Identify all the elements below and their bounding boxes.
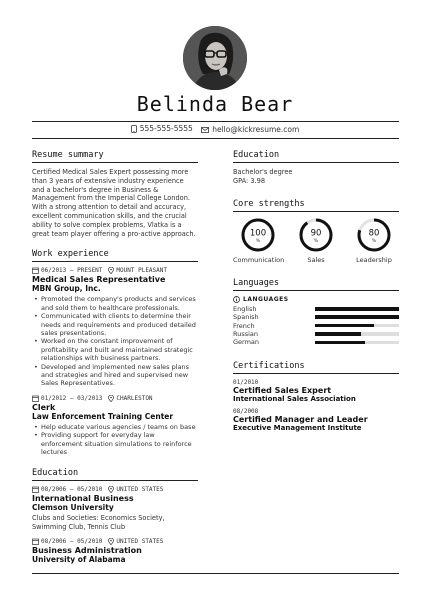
certification-title: Certified Sales Expert (233, 385, 332, 395)
job-company: MBN Group, Inc. (32, 284, 101, 294)
education-dates: 08/2006 – 05/2010 (41, 538, 103, 546)
strength-item (291, 217, 341, 264)
avatar (183, 26, 247, 90)
info-icon (233, 296, 240, 303)
summary-text: Certified Medical Sales Expert possessing more than 3 years of extensive industry experience and a bachelor's degree in Business & Management from the Imperial College London. With a strong attention to detail and accuracy, excellent communication skills, and the crucial ability to solve complex problems, Vlatka is a great team player offering a pro-active approach. (32, 168, 196, 238)
language-bar (315, 332, 399, 336)
strength-value: 90 (310, 228, 322, 239)
job-company: Law Enforcement Training Center (32, 411, 174, 421)
language-name: Spanish (233, 313, 259, 322)
language-bar (315, 315, 399, 319)
education-meta (32, 538, 198, 545)
calendar-icon (32, 538, 39, 545)
job-bullet: • Providing support for everyday law enforcement situation simulations to reinforce lectures (32, 431, 198, 456)
languages-section (233, 278, 399, 347)
summary-section (32, 150, 198, 238)
education-title: Education (32, 468, 198, 481)
language-bar (315, 341, 399, 345)
location-pin-icon (108, 267, 114, 274)
certifications-title: Certifications (233, 361, 399, 374)
language-bar (315, 307, 399, 311)
strength-label: Sales (307, 255, 325, 264)
mail-icon (201, 127, 209, 133)
certification-item (233, 408, 399, 433)
strength-item (349, 217, 399, 264)
language-bar-fill (315, 332, 361, 336)
education-degree: International Business (32, 494, 134, 504)
job-meta (32, 267, 198, 274)
contact-bar (0, 124, 424, 135)
location-pin-icon (108, 486, 114, 493)
certification-item (233, 379, 399, 404)
language-bar (315, 324, 399, 328)
job-meta (32, 395, 198, 402)
job-location: CHARLESTON (116, 394, 153, 402)
certification-date: 08/2008 (233, 408, 259, 416)
job-bullet: • Communicated with clients to determine their needs and requirements and produced detailed sales presentations. (32, 312, 198, 337)
phone-icon (131, 125, 137, 133)
education-desc: Clubs and Societies: Economics Society, Swimming Club, Tennis Club (32, 514, 165, 532)
job-bullet: • Promoted the company's products and services and sold them to healthcare professionals. (32, 295, 198, 312)
strength-gauge (298, 217, 334, 253)
left-column (32, 150, 198, 566)
job-item (32, 267, 198, 387)
job-item (32, 395, 198, 457)
language-row (233, 305, 399, 313)
right-column (233, 150, 399, 433)
language-row (233, 321, 399, 329)
job-dates: 06/2013 – PRESENT (41, 267, 103, 275)
job-title: Medical Sales Representative (32, 275, 166, 285)
education-location: UNITED STATES (116, 538, 164, 546)
summary-title: Resume summary (32, 150, 198, 163)
contact-email (201, 125, 299, 134)
strength-unit: % (371, 238, 377, 244)
languages-heading-text: LANGUAGES (243, 295, 289, 303)
education-school: University of Alabama (32, 555, 126, 565)
language-name: English (233, 304, 257, 313)
certification-date: 01/2010 (233, 378, 259, 386)
contact-phone (131, 124, 193, 133)
job-dates: 01/2012 – 03/2013 (41, 394, 103, 402)
strength-item (233, 217, 283, 264)
calendar-icon (32, 267, 39, 274)
education-degree-text: Bachelor's degree (233, 168, 293, 176)
language-row (233, 313, 399, 321)
education-school: Clemson University (32, 503, 114, 513)
language-row (233, 330, 399, 338)
education-meta (32, 486, 198, 493)
language-row (233, 338, 399, 346)
job-bullet: • Worked on the constant improvement of profitability and built and maintained strategic relationships with business partners. (32, 337, 198, 362)
languages-title: Languages (233, 278, 399, 291)
language-bar-fill (315, 324, 374, 328)
certification-title: Certified Manager and Leader (233, 415, 368, 425)
languages-heading (233, 296, 399, 303)
strengths-section (233, 199, 399, 264)
education-location: UNITED STATES (116, 486, 164, 494)
language-bar-fill (315, 341, 365, 345)
phone-text[interactable]: 555-555-5555 (139, 124, 193, 133)
language-name: German (233, 338, 260, 347)
experience-section (32, 249, 198, 456)
education-item (32, 486, 198, 532)
footer-divider (32, 573, 399, 574)
education-degree: Business Administration (32, 546, 142, 556)
education-dates: 08/2006 – 05/2010 (41, 486, 103, 494)
calendar-icon (32, 395, 39, 402)
job-bullet: • Developed and implemented new sales plans and strategies and hired and supervised new Sales Representatives. (32, 363, 198, 388)
strength-unit: % (313, 238, 319, 244)
email-link[interactable]: hello@kickresume.com (212, 125, 300, 134)
strength-gauge (240, 217, 276, 253)
language-bar-fill (315, 307, 399, 311)
strength-label: Communication (233, 255, 285, 264)
strength-value: 80 (368, 228, 380, 239)
location-pin-icon (108, 538, 114, 545)
education-title: Education (233, 150, 399, 163)
job-bullets (32, 423, 198, 457)
language-name: Russian (233, 329, 259, 338)
certification-org: International Sales Association (233, 394, 356, 403)
language-bar-fill (315, 315, 399, 319)
education-section-left (32, 468, 198, 564)
strength-unit: % (255, 238, 261, 244)
calendar-icon (32, 486, 39, 493)
language-name: French (233, 321, 255, 330)
job-bullets (32, 295, 198, 387)
candidate-name: Belinda Bear (136, 92, 294, 116)
certifications-section (233, 361, 399, 433)
certification-org: Executive Management Institute (233, 424, 362, 433)
strength-gauge (356, 217, 392, 253)
education-item (32, 538, 198, 564)
strengths-title: Core strengths (233, 199, 399, 212)
job-location: MOUNT PLEASANT (116, 267, 167, 275)
job-bullet: • Help educate various agencies / teams on base (32, 423, 198, 431)
education-gpa: GPA: 3.98 (233, 176, 266, 185)
experience-title: Work experience (32, 249, 198, 262)
job-title: Clerk (32, 402, 56, 412)
strengths-row (233, 217, 399, 264)
education-section-right (233, 150, 399, 186)
location-pin-icon (108, 395, 114, 402)
strength-label: Leadership (356, 255, 392, 264)
strength-value: 100 (249, 228, 267, 239)
header-divider-top (32, 121, 399, 122)
profile-photo (183, 26, 247, 90)
header-divider-bottom (32, 138, 399, 139)
